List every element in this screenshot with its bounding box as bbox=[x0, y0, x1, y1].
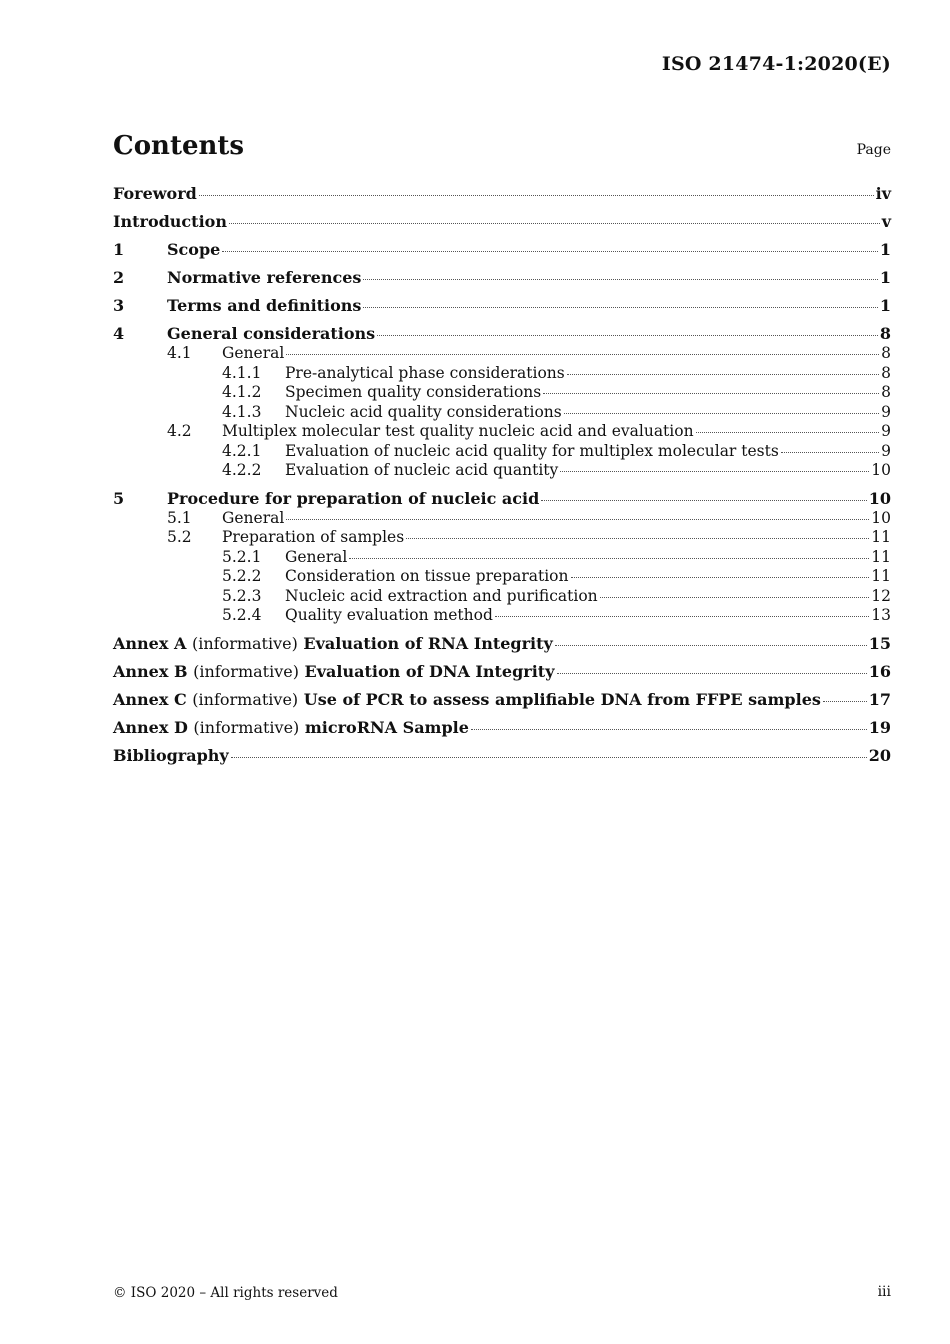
toc-entry-number: 2 bbox=[113, 268, 125, 287]
toc-entry-title: Quality evaluation method bbox=[285, 606, 493, 624]
toc-entry-number: 5.1 bbox=[167, 508, 192, 527]
dot-leader bbox=[377, 334, 878, 336]
toc-entry-title: General bbox=[222, 344, 285, 362]
toc-entry-number: 5 bbox=[113, 488, 125, 508]
toc-entry-page: 8 bbox=[879, 324, 891, 343]
toc-entry-page: 13 bbox=[871, 606, 891, 624]
dot-leader bbox=[567, 373, 879, 375]
toc-entry[interactable] bbox=[113, 212, 891, 232]
toc-entry[interactable] bbox=[113, 364, 891, 384]
toc-entry-title: Consideration on tissue preparation bbox=[285, 567, 569, 585]
page-column-label: Page bbox=[856, 142, 891, 158]
toc-entry[interactable] bbox=[113, 184, 891, 204]
toc-entry-number: 5.2 bbox=[167, 528, 192, 546]
toc-entry-number: 4.2.1 bbox=[222, 441, 262, 460]
dot-leader bbox=[286, 518, 869, 520]
toc-entry-page: 1 bbox=[879, 296, 891, 315]
toc-entry-number: 1 bbox=[113, 240, 125, 259]
toc-entry[interactable] bbox=[113, 606, 891, 626]
annex-label: Annex C bbox=[113, 689, 187, 709]
toc-entry[interactable] bbox=[113, 746, 891, 766]
toc-entry-page: 16 bbox=[868, 661, 891, 681]
document-id: ISO 21474-1:2020(E) bbox=[661, 53, 891, 75]
toc-entry-number: 4.2.2 bbox=[222, 461, 262, 479]
annex-note: (informative) bbox=[192, 689, 299, 709]
dot-leader bbox=[541, 499, 866, 501]
toc-entry-title: Scope bbox=[167, 240, 221, 259]
toc-entry-page: 1 bbox=[879, 240, 891, 259]
toc-entry[interactable] bbox=[113, 690, 891, 710]
toc-entry[interactable] bbox=[113, 442, 891, 462]
page-title: Contents bbox=[113, 131, 245, 161]
dot-leader bbox=[231, 756, 867, 758]
toc-entry-title: Introduction bbox=[113, 212, 227, 231]
annex-label: Annex D bbox=[113, 717, 188, 737]
toc-entry-title: Evaluation of nucleic acid quality for multiplex molecular tests bbox=[285, 441, 779, 460]
toc-entry-number: 5.2.3 bbox=[222, 586, 262, 605]
dot-leader bbox=[555, 644, 867, 646]
toc-entry[interactable] bbox=[113, 528, 891, 548]
toc-entry-title: Normative references bbox=[167, 268, 362, 287]
annex-title: Evaluation of RNA Integrity bbox=[303, 633, 553, 653]
toc-annex-title bbox=[113, 634, 553, 654]
annex-title: microRNA Sample bbox=[304, 717, 469, 737]
toc-entry-title: Pre-analytical phase considerations bbox=[285, 363, 565, 382]
toc-entry-title: Procedure for preparation of nucleic acid bbox=[167, 488, 540, 508]
toc-entry[interactable] bbox=[113, 403, 891, 423]
toc-entry-page: 17 bbox=[868, 689, 891, 709]
toc-entry-page: 8 bbox=[881, 383, 891, 401]
toc-entry-page: 8 bbox=[881, 344, 891, 362]
toc-entry-title: Preparation of samples bbox=[222, 528, 405, 546]
toc-entry-page: 10 bbox=[871, 508, 891, 527]
annex-note: (informative) bbox=[193, 717, 300, 737]
page-number: iii bbox=[877, 1284, 891, 1300]
toc-entry[interactable] bbox=[113, 344, 891, 364]
dot-leader bbox=[406, 537, 869, 539]
toc-entry-page: 8 bbox=[881, 363, 891, 382]
annex-title: Use of PCR to assess amplifiable DNA from FFPE samples bbox=[303, 689, 821, 709]
toc-annex-title bbox=[113, 718, 469, 738]
toc-entry-title: Terms and definitions bbox=[167, 296, 362, 315]
toc-entry-page: 11 bbox=[871, 547, 891, 566]
toc-entry-page: 10 bbox=[871, 461, 891, 479]
annex-title: Evaluation of DNA Integrity bbox=[304, 661, 555, 681]
toc-entry[interactable] bbox=[113, 324, 891, 344]
toc-entry-title: Evaluation of nucleic acid quantity bbox=[285, 461, 559, 479]
toc-entry-page: 20 bbox=[868, 745, 891, 765]
toc-entry-page: 12 bbox=[871, 586, 891, 605]
toc-entry-page: 11 bbox=[871, 528, 891, 546]
toc-entry-page: 10 bbox=[868, 488, 891, 508]
toc-entry-page: 15 bbox=[868, 633, 891, 653]
toc-entry-number: 5.2.2 bbox=[222, 567, 262, 585]
toc-entry[interactable] bbox=[113, 509, 891, 529]
toc-entry-number: 3 bbox=[113, 296, 125, 315]
toc-entry-page: 9 bbox=[881, 402, 891, 421]
toc-entry-title: General considerations bbox=[167, 324, 376, 343]
toc-entry-page: iv bbox=[875, 184, 891, 203]
annex-label: Annex A bbox=[113, 633, 187, 653]
toc-entry-title: Foreword bbox=[113, 184, 197, 203]
toc-entry[interactable] bbox=[113, 240, 891, 260]
toc-entry[interactable] bbox=[113, 461, 891, 481]
toc-entry-page: 9 bbox=[881, 422, 891, 440]
dot-leader bbox=[286, 353, 879, 355]
dot-leader bbox=[363, 278, 877, 280]
toc-entry[interactable] bbox=[113, 383, 891, 403]
dot-leader bbox=[349, 557, 869, 559]
toc-entry[interactable] bbox=[113, 489, 891, 509]
toc-entry-number: 4.2 bbox=[167, 422, 192, 440]
annex-label: Annex B bbox=[113, 661, 188, 681]
toc-annex-title bbox=[113, 662, 555, 682]
toc-entry-number: 4.1.3 bbox=[222, 402, 262, 421]
toc-entry-page: 11 bbox=[871, 567, 891, 585]
toc-annex-title bbox=[113, 690, 821, 710]
annex-note: (informative) bbox=[193, 661, 299, 681]
toc-entry-title: Multiplex molecular test quality nucleic acid and evaluation bbox=[222, 422, 694, 440]
dot-leader bbox=[199, 194, 874, 196]
toc-entry-number: 4.1.2 bbox=[222, 383, 262, 401]
toc-entry-number: 5.2.1 bbox=[222, 547, 262, 566]
toc-entry-title: General bbox=[222, 508, 285, 527]
dot-leader bbox=[471, 728, 867, 730]
dot-leader bbox=[823, 700, 867, 702]
toc-entry[interactable] bbox=[113, 587, 891, 607]
dot-leader bbox=[571, 576, 870, 578]
dot-leader bbox=[564, 412, 879, 414]
toc-entry-number: 4.1 bbox=[167, 344, 192, 362]
toc-entry-page: 9 bbox=[881, 441, 891, 460]
toc-entry[interactable] bbox=[113, 662, 891, 682]
toc-entry[interactable] bbox=[113, 718, 891, 738]
dot-leader bbox=[560, 470, 869, 472]
toc-entry-page: 1 bbox=[879, 268, 891, 287]
toc-entry-page: 19 bbox=[868, 717, 891, 737]
toc-entry-title: Nucleic acid extraction and purification bbox=[285, 586, 598, 605]
dot-leader bbox=[229, 222, 880, 224]
toc-entry-number: 5.2.4 bbox=[222, 606, 262, 624]
toc-entry[interactable] bbox=[113, 422, 891, 442]
toc-entry-number: 4.1.1 bbox=[222, 363, 262, 382]
copyright-notice: © ISO 2020 – All rights reserved bbox=[113, 1285, 338, 1301]
toc-entry[interactable] bbox=[113, 296, 891, 316]
dot-leader bbox=[495, 615, 869, 617]
toc-entry-title: Bibliography bbox=[113, 745, 229, 765]
toc-entry[interactable] bbox=[113, 268, 891, 288]
toc-entry[interactable] bbox=[113, 548, 891, 568]
toc-entry-title: Specimen quality considerations bbox=[285, 383, 542, 401]
toc-entry-page: v bbox=[881, 212, 891, 231]
annex-note: (informative) bbox=[191, 633, 298, 653]
dot-leader bbox=[696, 431, 880, 433]
dot-leader bbox=[543, 392, 879, 394]
table-of-contents bbox=[113, 184, 891, 766]
toc-entry-title: General bbox=[285, 547, 348, 566]
dot-leader bbox=[600, 596, 870, 598]
dot-leader bbox=[363, 306, 877, 308]
toc-entry[interactable] bbox=[113, 634, 891, 654]
dot-leader bbox=[222, 250, 878, 252]
toc-entry-number: 4 bbox=[113, 324, 125, 343]
toc-entry-title: Nucleic acid quality considerations bbox=[285, 402, 562, 421]
dot-leader bbox=[557, 672, 867, 674]
toc-entry[interactable] bbox=[113, 567, 891, 587]
dot-leader bbox=[781, 451, 879, 453]
